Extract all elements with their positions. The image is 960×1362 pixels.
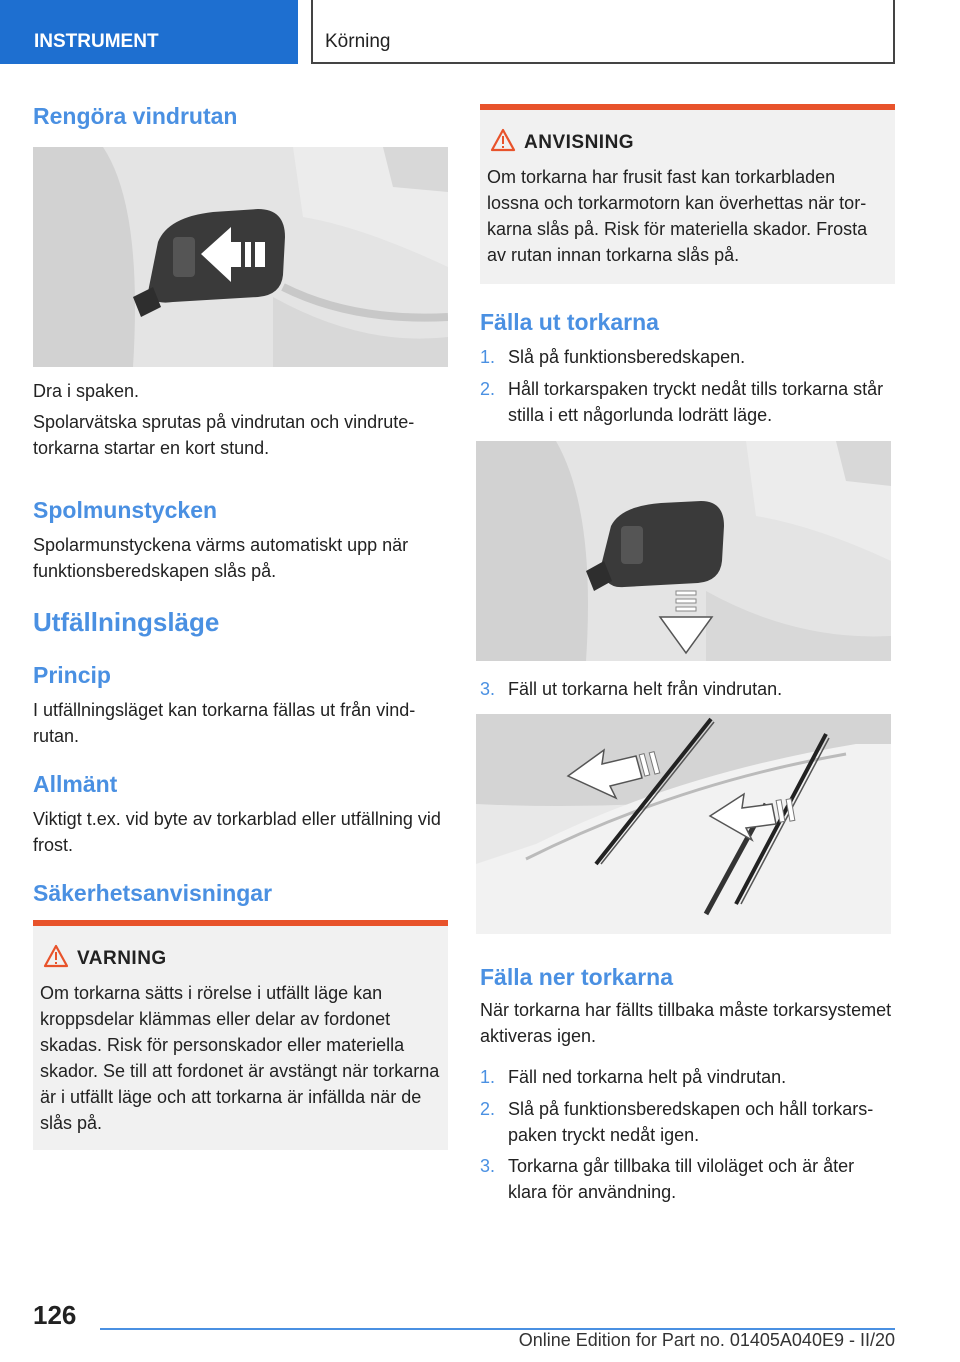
notice-bar xyxy=(480,104,895,110)
step-text: Slå på funktionsberedskapen och håll torkarspaken tryckt nedåt igen. xyxy=(508,1099,874,1145)
step-number: 1. xyxy=(480,1067,496,1087)
step-text: Slå på funktionsberedskapen. xyxy=(508,347,746,367)
notice-box xyxy=(480,104,895,284)
notice-text: Om torkarna har frusit fast kan torkarbladen lossna och torkarmotorn kan överhettas när torkarna slås på. Risk för materiella skador. Frosta av rutan innan torkarna slås på. xyxy=(487,167,868,265)
section-tab: INSTRUMENT xyxy=(0,0,298,64)
step-number: 1. xyxy=(480,347,496,367)
heading-fold-out-wipers: Fälla ut torkarna xyxy=(480,309,659,335)
chapter-tab: Körning xyxy=(311,0,895,64)
warning-title: VARNING xyxy=(77,948,167,969)
step-number: 3. xyxy=(480,1156,496,1176)
heading-fold-out-mode: Utfällningsläge xyxy=(33,607,220,637)
text-general: Viktigt t.ex. vid byte av torkarblad eller utfällning vid frost. xyxy=(33,809,441,855)
step-text: Torkarna går tillbaka till viloläget och är åter klara för användning. xyxy=(508,1156,855,1202)
image-wipers-fold-out xyxy=(476,714,891,934)
step-text: Fäll ned torkarna helt på vindrutan. xyxy=(508,1067,787,1087)
heading-general: Allmänt xyxy=(33,771,118,797)
page-number: 126 xyxy=(33,1300,77,1330)
step-number: 3. xyxy=(480,679,496,699)
warning-bar xyxy=(33,920,448,926)
step-number: 2. xyxy=(480,1099,496,1119)
heading-clean-windshield: Rengöra vindrutan xyxy=(33,103,238,129)
image-wiper-stalk-push-down xyxy=(476,441,891,661)
heading-fold-down-wipers: Fälla ner torkarna xyxy=(480,964,674,990)
footer-edition: Online Edition for Part no. 01405A040E9 - II/20 xyxy=(518,1330,895,1350)
text-nozzles: Spolarmunstyckena värms automatiskt upp när funktionsberedskapen slås på. xyxy=(33,535,409,581)
heading-nozzles: Spolmunstycken xyxy=(33,497,218,523)
text-washer-fluid: Spolarvätska sprutas på vindrutan och vindrutetorkarna startar en kort stund. xyxy=(33,412,415,458)
text-principle: I utfällningsläget kan torkarna fällas ut från vindrutan. xyxy=(33,700,416,746)
text-pull-stalk: Dra i spaken. xyxy=(33,381,140,401)
heading-safety: Säkerhetsanvisningar xyxy=(33,880,273,906)
heading-principle: Princip xyxy=(33,662,111,688)
warning-box xyxy=(33,920,448,1150)
text-fold-down: När torkarna har fällts tillbaka måste torkarsystemet aktiveras igen. xyxy=(480,1000,892,1046)
warning-triangle-icon xyxy=(43,944,69,973)
step-number: 2. xyxy=(480,379,496,399)
warning-text: Om torkarna sätts i rörelse i utfällt läge kan kroppsdelar klämmas eller delar av fordonet skadas. Risk för personskador eller materiella skador. Se till att fordonet är avstängt när torkarna är i utfällt läge och att torkarna är infällda när de slås på. xyxy=(40,983,440,1133)
notice-triangle-icon xyxy=(490,128,516,157)
step-text: Fäll ut torkarna helt från vindrutan. xyxy=(508,679,783,699)
image-wiper-stalk-pull xyxy=(33,147,448,367)
notice-title: ANVISNING xyxy=(524,132,635,153)
step-text: Håll torkarspaken tryckt nedåt tills torkarna står stilla i ett någorlunda lodrätt läge. xyxy=(508,379,884,425)
